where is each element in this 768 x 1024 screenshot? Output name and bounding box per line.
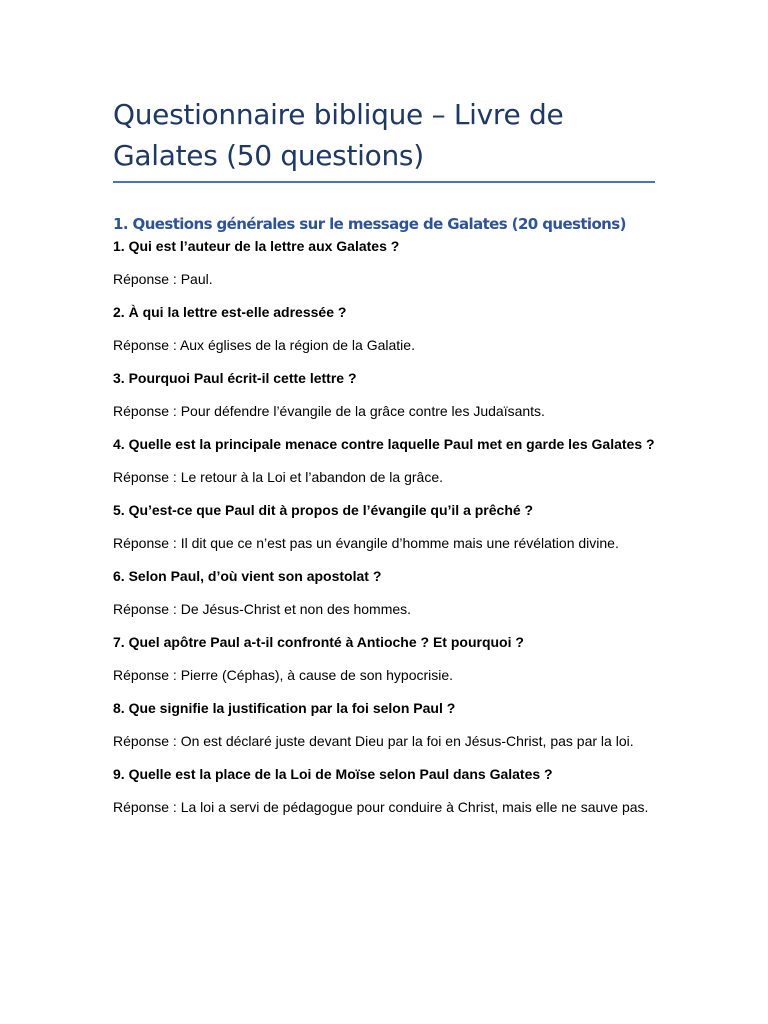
question-text: 2. À qui la lettre est-elle adressée ? <box>113 304 347 320</box>
qa-item <box>113 632 655 685</box>
question-text: 9. Quelle est la place de la Loi de Moïse selon Paul dans Galates ? <box>113 766 553 782</box>
document-title: Questionnaire biblique – Livre de Galates (50 questions) <box>113 98 564 172</box>
answer-text: Réponse : Aux églises de la région de la Galatie. <box>113 337 415 353</box>
title-underline <box>113 181 655 183</box>
qa-item <box>113 500 655 553</box>
answer-text: Réponse : Pour défendre l’évangile de la grâce contre les Judaïsants. <box>113 403 545 419</box>
qa-item <box>113 698 655 751</box>
qa-item <box>113 764 655 817</box>
qa-item <box>113 368 655 421</box>
qa-item <box>113 236 655 289</box>
answer-text: Réponse : Paul. <box>113 271 213 287</box>
question-text: 6. Selon Paul, d’où vient son apostolat ? <box>113 568 382 584</box>
document-page <box>113 94 655 830</box>
qa-item <box>113 566 655 619</box>
question-text: 4. Quelle est la principale menace contre laquelle Paul met en garde les Galates ? <box>113 436 655 452</box>
question-text: 3. Pourquoi Paul écrit-il cette lettre ? <box>113 370 357 386</box>
qa-item <box>113 434 655 487</box>
question-text: 5. Qu’est-ce que Paul dit à propos de l’évangile qu’il a prêché ? <box>113 502 534 518</box>
question-text: 1. Qui est l’auteur de la lettre aux Galates ? <box>113 238 400 254</box>
answer-text: Réponse : On est déclaré juste devant Dieu par la foi en Jésus-Christ, pas par la loi. <box>113 733 634 749</box>
answer-text: Réponse : Il dit que ce n’est pas un évangile d’homme mais une révélation divine. <box>113 535 619 551</box>
question-text: 8. Que signifie la justification par la foi selon Paul ? <box>113 700 456 716</box>
qa-item <box>113 302 655 355</box>
question-text: 7. Quel apôtre Paul a-t-il confronté à Antioche ? Et pourquoi ? <box>113 634 524 650</box>
answer-text: Réponse : Le retour à la Loi et l’abandon de la grâce. <box>113 469 444 485</box>
answer-text: Réponse : Pierre (Céphas), à cause de son hypocrisie. <box>113 667 454 683</box>
answer-text: Réponse : De Jésus-Christ et non des hommes. <box>113 601 412 617</box>
answer-text: Réponse : La loi a servi de pédagogue pour conduire à Christ, mais elle ne sauve pas. <box>113 799 649 815</box>
question-list <box>113 236 655 817</box>
section-heading: 1. Questions générales sur le message de Galates (20 questions) <box>113 215 626 233</box>
